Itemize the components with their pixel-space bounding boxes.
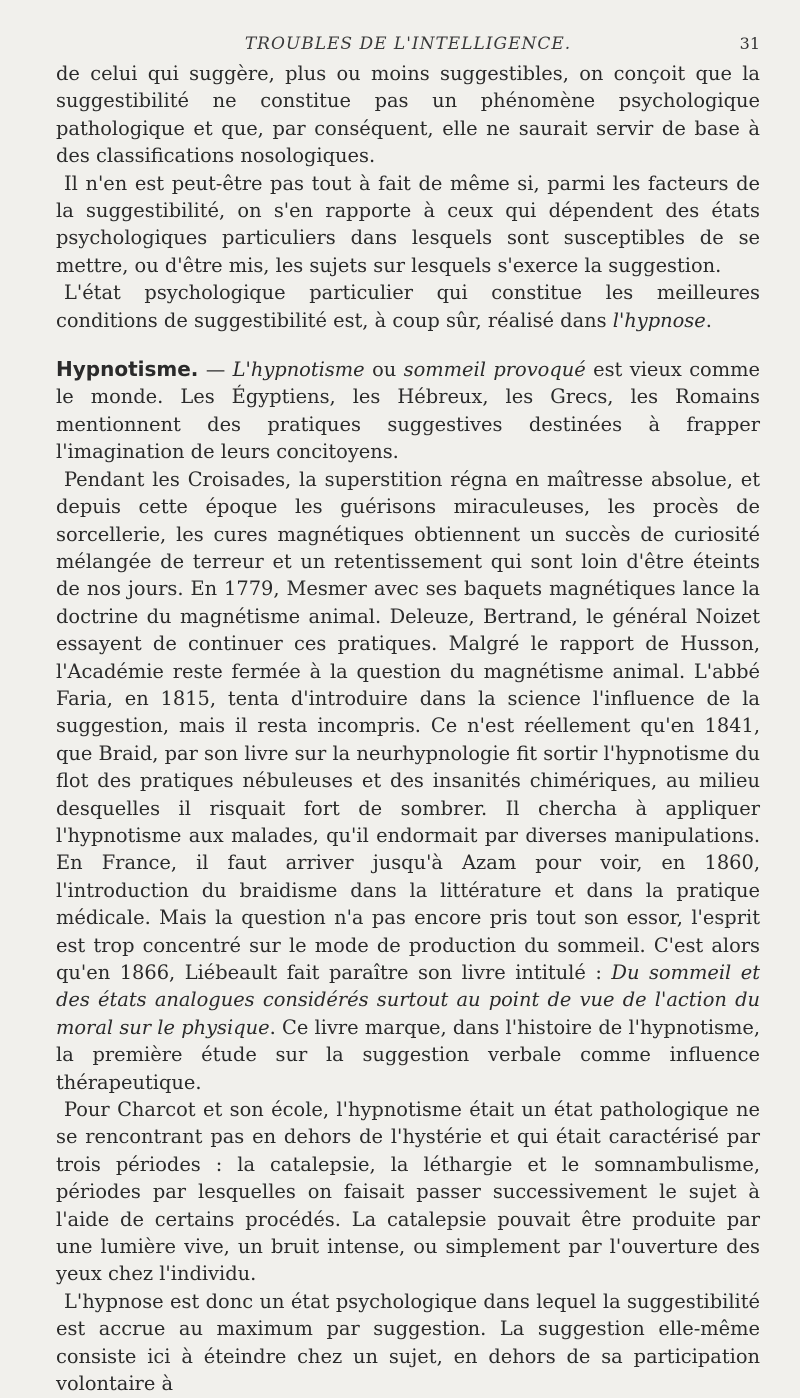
paragraph-2-text: Il n'en est peut-être pas tout à fait de même si, parmi les facteurs de la suggestibilité, on s'en rapporte à ceux qui dépendent des états psychologiques particuliers dans lesquels sont susceptibles de se mettre, ou d'être mis, les sujets sur lesquels s'exerce la suggestion.	[56, 171, 760, 277]
section-title: Hypnotisme.	[56, 357, 199, 382]
running-title: TROUBLES DE L'INTELLIGENCE.	[244, 34, 572, 54]
page-header	[56, 28, 760, 60]
section-text-2: est vieux comme le monde. Les Égyptiens, les Hébreux, les Grecs, les Romains mentionnent des pratiques suggestives destinées à frapper l'imagination de leurs concitoyens.	[56, 358, 760, 464]
paragraph-5	[56, 466, 760, 1096]
paragraph-3	[56, 279, 760, 334]
hypnose-term: l'hypnose	[612, 308, 706, 332]
paragraph-2	[56, 170, 760, 280]
paragraph-5-text: Pendant les Croisades, la superstition régna en maîtresse absolue, et depuis cette époque les guérisons miraculeuses, les procès de sorcellerie, les cures magnétiques obtiennent un succès de curiosité mélangée de terreur et un retentissement qui sont loin d'être éteints de nos jours. En 1779, Mesmer avec ses baquets magnétiques lance la doctrine du magnétisme animal. Deleuze, Bertrand, le général Noizet essayent de continuer ces pratiques. Malgré le rapport de Husson, l'Académie reste fermée à la question du magnétisme animal. L'abbé Faria, en 1815, tenta d'introduire dans la science l'influence de la suggestion, mais il resta incompris. Ce n'est réellement qu'en 1841, que Braid, par son livre sur la neurhypnologie fit sortir l'hypnotisme du flot des pratiques nébuleuses et des insanités chimériques, au milieu desquelles il risquait fort de sombrer. Il chercha à appliquer l'hypnotisme aux malades, qu'il endormait par diverses manipulations. En France, il faut arriver jusqu'à Azam pour voir, en 1860, l'introduction du braidisme dans la littérature et dans la pratique médicale. Mais la question n'a pas encore pris tout son essor, l'esprit est trop concentré sur le mode de production du sommeil. C'est alors qu'en 1866, Liébeault fait paraître son livre intitulé :	[56, 467, 760, 984]
hypnotisme-term: L'hypnotisme	[232, 358, 365, 382]
paragraph-5-end: . Ce livre marque, dans l'histoire de l'hypnotisme, la première étude sur la suggestion verbale comme influence thérapeutique.	[56, 1015, 761, 1094]
paragraph-6-text: Pour Charcot et son école, l'hypnotisme était un état pathologique ne se rencontrant pas en dehors de l'hystérie et qui était caractérisé par trois périodes : la catalepsie, la léthargie et le somnambulisme, périodes par lesquelles on faisait passer successivement le sujet à l'aide de certains procédés. La catalepsie pouvait être produite par une lumière vive, un bruit intense, ou simplement par l'ouverture des yeux chez l'individu.	[56, 1098, 760, 1286]
page-body	[56, 60, 760, 1398]
page-number: 31	[739, 34, 760, 53]
paragraph-7	[56, 1288, 760, 1398]
sommeil-provoque-term: sommeil provoqué	[403, 358, 586, 382]
section-text-1: ou	[364, 358, 404, 382]
paragraph-1-text: de celui qui suggère, plus ou moins suggestibles, on conçoit que la suggestibilité ne constitue pas un phénomène psychologique pathologique et que, par conséquent, elle ne saurait servir de base à des classifications nosologiques.	[56, 62, 760, 168]
paragraph-7-text: L'hypnose est donc un état psychologique dans lequel la suggestibilité est accrue au maximum par suggestion. La suggestion elle-même consiste ici à éteindre chez un sujet, en dehors de sa participation volontaire à	[56, 1289, 760, 1396]
paragraph-6	[56, 1096, 760, 1288]
section-hypnotisme	[56, 356, 760, 466]
paragraph-1	[56, 60, 760, 170]
paragraph-3-end: .	[705, 308, 712, 332]
paragraph-3-text: L'état psychologique particulier qui constitue les meilleures conditions de suggestibilité est, à coup sûr, réalisé dans	[56, 281, 760, 332]
book-title: Du sommeil et des états analogues considérés surtout au point de vue de l'action du moral sur le physique	[56, 961, 760, 1039]
section-dash: —	[198, 358, 233, 382]
